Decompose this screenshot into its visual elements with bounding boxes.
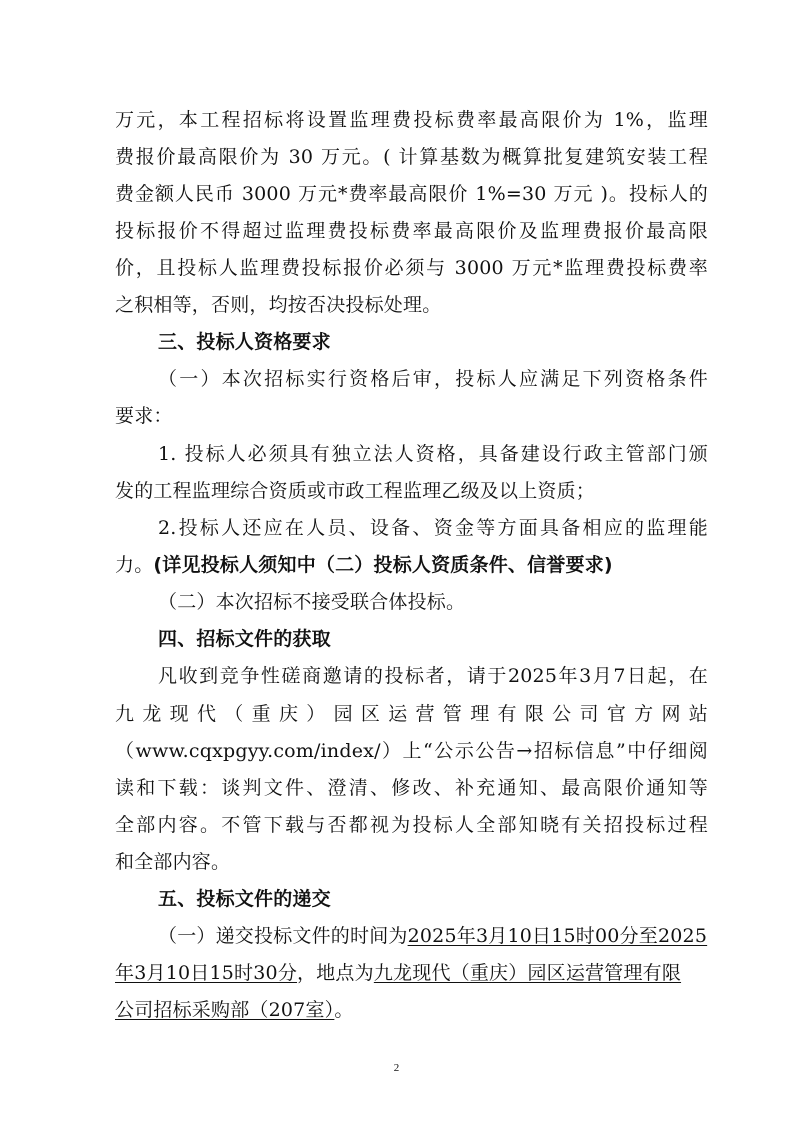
text-line: 费金额人民币 3000 万元*费率最高限价 1%=30 万元 )。投标人的	[115, 183, 708, 205]
text-line: 发的工程监理综合资质或市政工程监理乙级及以上资质；	[115, 480, 596, 502]
section-heading: 五、投标文件的递交	[158, 888, 331, 910]
text-line	[115, 553, 708, 577]
text-line: 凡收到竞争性磋商邀请的投标者，请于2025年3月7日起，在	[158, 665, 708, 687]
submission-location: 公司招标采购部（207室）	[115, 999, 335, 1021]
text-line: 2.投标人还应在人员、设备、资金等方面具备相应的监理能	[158, 517, 708, 539]
text-line: 要求：	[115, 405, 173, 427]
text-line: 价，且投标人监理费投标报价必须与 3000 万元*监理费投标费率	[115, 257, 708, 279]
text-line: （二）本次招标不接受联合体投标。	[158, 591, 466, 613]
text-line: 1. 投标人必须具有独立法人资格，具备建设行政主管部门颁	[158, 443, 708, 465]
submission-time: 年3月10日15时30分	[115, 962, 298, 984]
text-line: （www.cqxpgyy.com/index/）上“公示公告→招标信息”中仔细阅	[115, 740, 708, 762]
text-line	[115, 998, 708, 1022]
submission-time: 2025年3月10日15时00分至2025	[407, 925, 708, 947]
text-line: （一）本次招标实行资格后审，投标人应满足下列资格条件	[158, 368, 708, 390]
text-line: 之积相等，否则，均按否决投标处理。	[115, 294, 442, 316]
text-line: 费报价最高限价为 30 万元。( 计算基数为概算批复建筑安装工程	[115, 146, 708, 168]
page-number: 2	[393, 1062, 400, 1074]
text-fragment: 。	[334, 999, 354, 1021]
text-line: 九龙现代（重庆）园区运营管理有限公司官方网站	[115, 703, 708, 725]
text-line	[115, 961, 708, 985]
text-line	[158, 924, 708, 948]
text-fragment: 力。	[115, 554, 154, 576]
text-line: 和全部内容。	[115, 851, 231, 873]
text-line: 万元，本工程招标将设置监理费投标费率最高限价为 1%，监理	[115, 109, 708, 131]
section-heading: 四、招标文件的获取	[158, 628, 331, 650]
text-line: 全部内容。不管下载与否都视为投标人全部知晓有关招投标过程	[115, 814, 708, 836]
text-line: 投标报价不得超过监理费投标费率最高限价及监理费报价最高限	[115, 220, 708, 242]
text-line: 读和下载：谈判文件、澄清、修改、补充通知、最高限价通知等	[115, 777, 708, 799]
text-fragment: （一）递交投标文件的时间为	[158, 925, 408, 947]
text-fragment: ，地点为	[297, 962, 374, 984]
bold-note: (详见投标人须知中（二）投标人资质条件、信誉要求)	[153, 554, 613, 576]
submission-location: 九龙现代（重庆）园区运营管理有限	[373, 962, 682, 984]
section-heading: 三、投标人资格要求	[158, 331, 331, 353]
